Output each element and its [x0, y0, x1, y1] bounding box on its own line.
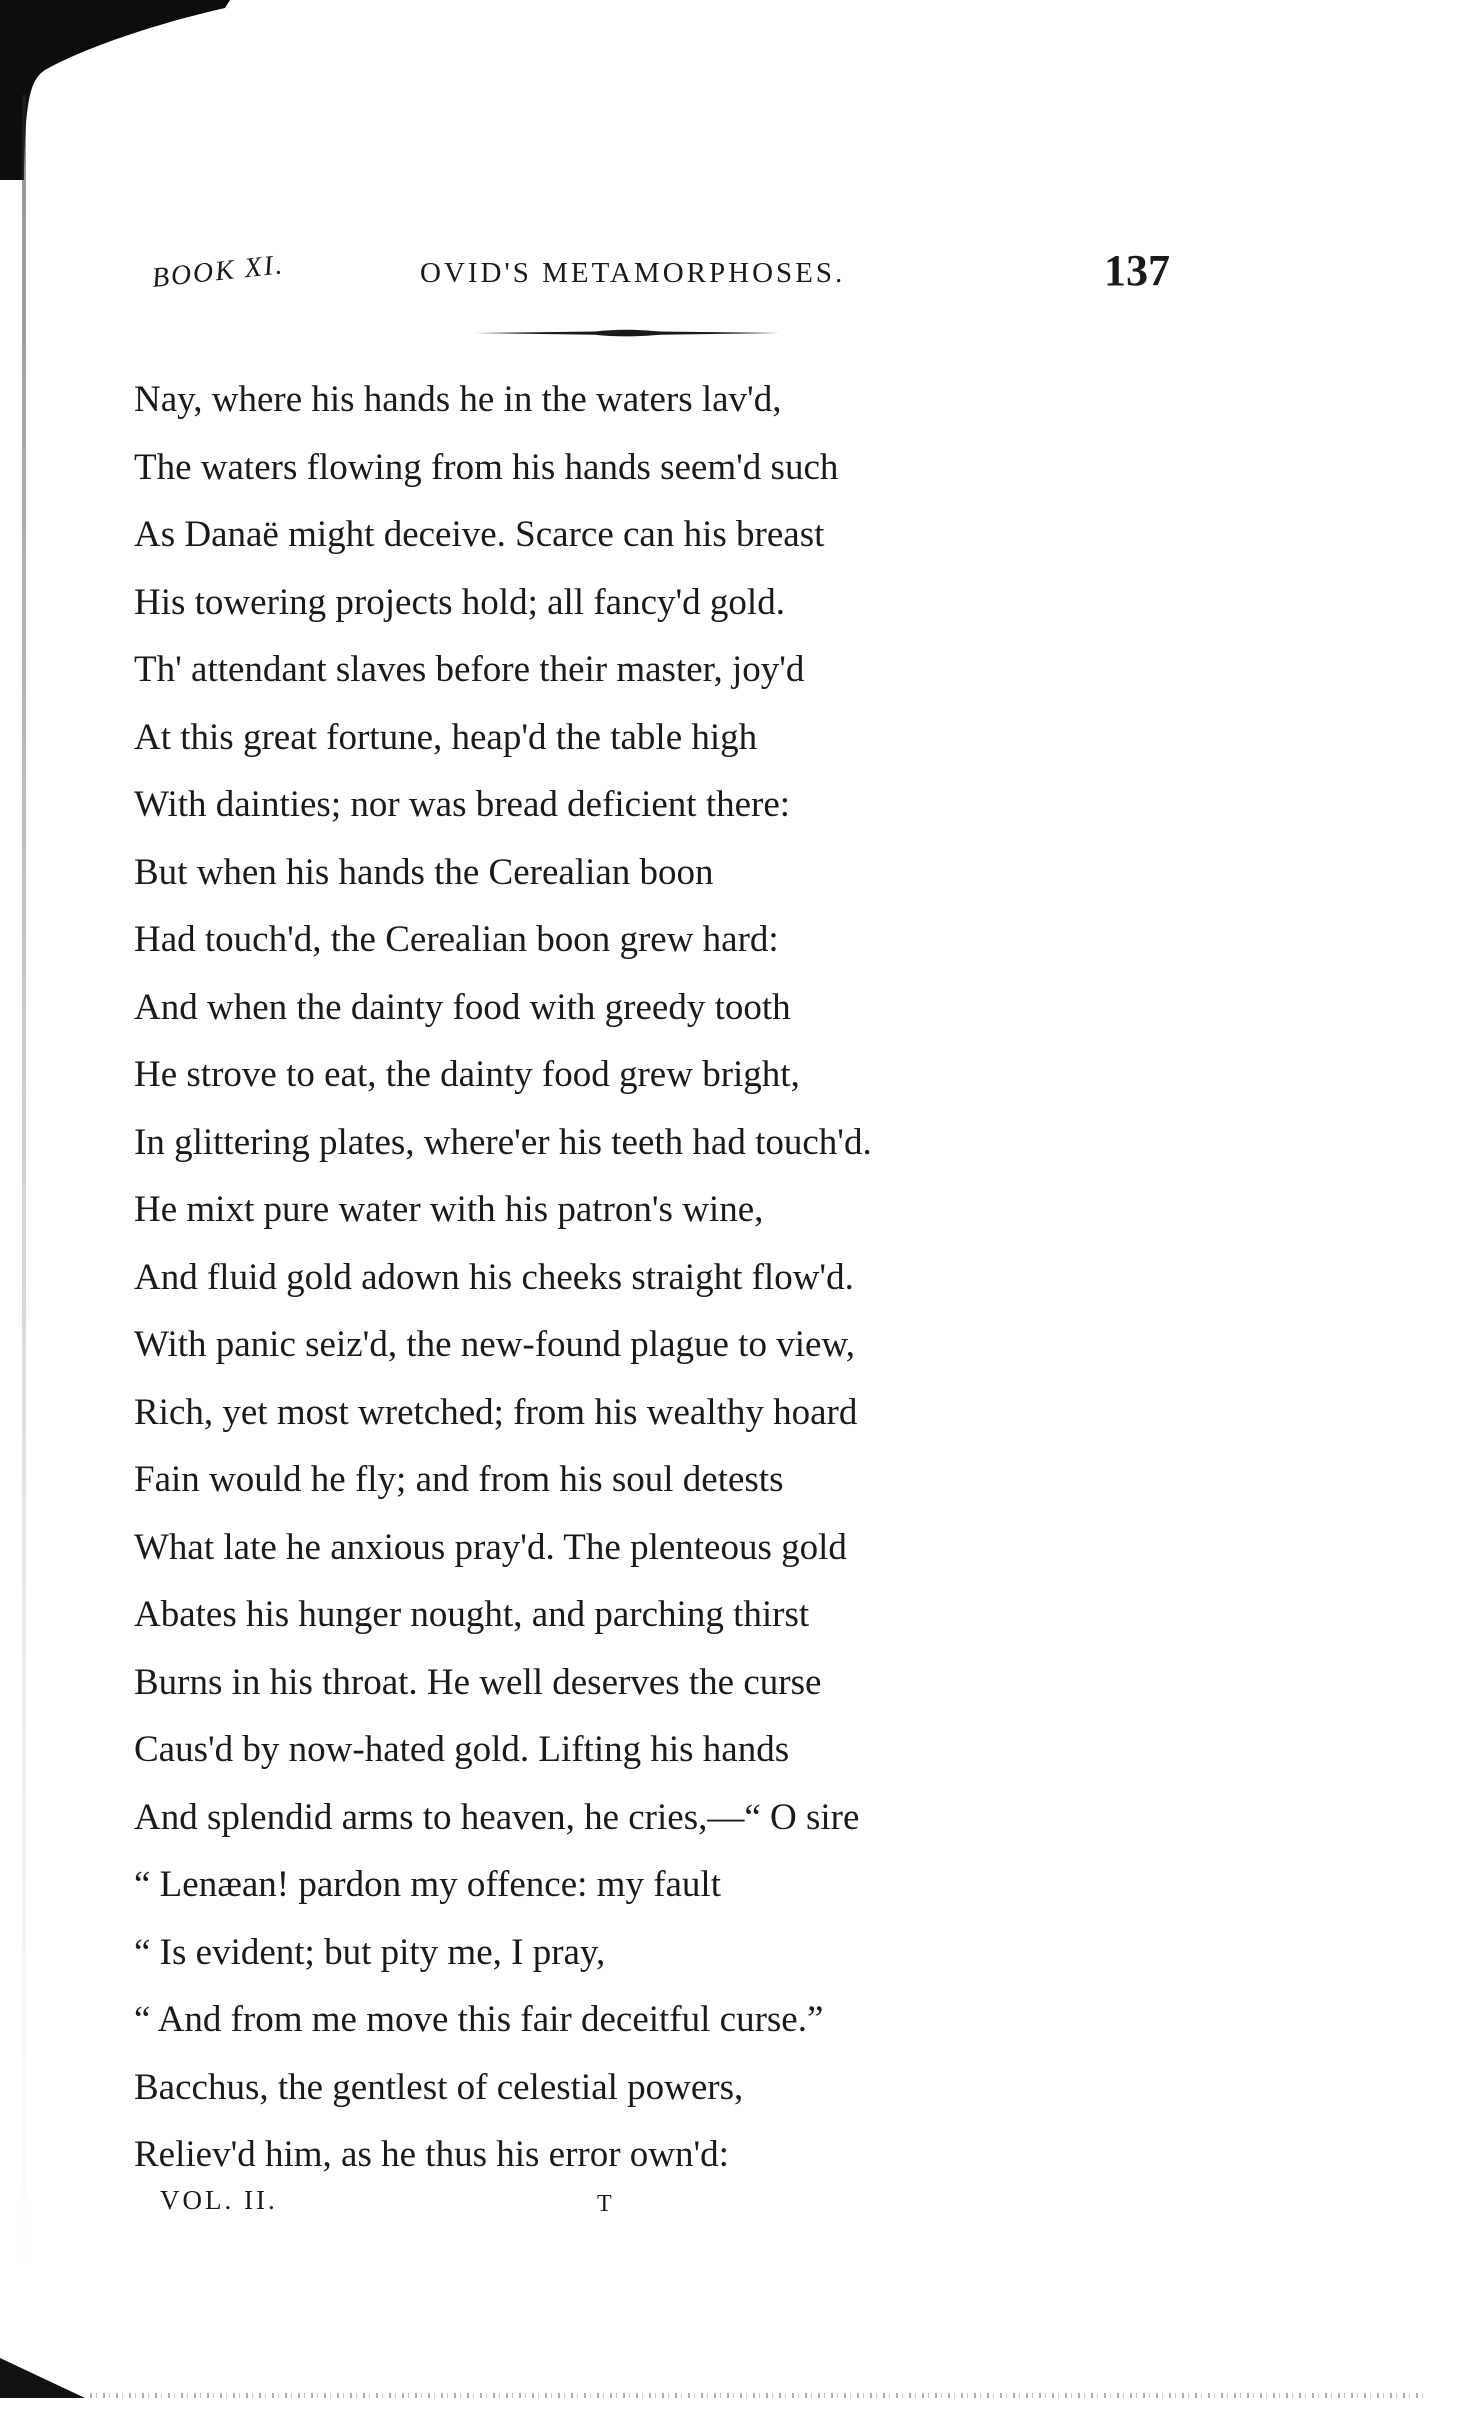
- poem-line: Had touch'd, the Cerealian boon grew hard:: [134, 919, 779, 960]
- poem-line: With dainties; nor was bread deficient there:: [134, 784, 791, 825]
- poem-line: Abates his hunger nought, and parching thirst: [134, 1594, 810, 1635]
- poem-line: Burns in his throat. He well deserves the curse: [134, 1661, 822, 1703]
- poem-line: With panic seiz'd, the new-found plague to view,: [134, 1324, 855, 1365]
- poem-line: Rich, yet most wretched; from his wealthy hoard: [134, 1391, 858, 1433]
- poem-line: Th' attendant slaves before their master, joy'd: [134, 649, 805, 690]
- poem-line: Reliev'd him, as he thus his error own'd:: [134, 2134, 729, 2175]
- poem-line: And splendid arms to heaven, he cries,—“ O sire: [134, 1796, 860, 1838]
- poem-line: He strove to eat, the dainty food grew bright,: [134, 1054, 800, 1095]
- poem-line: His towering projects hold; all fancy'd gold.: [134, 581, 785, 623]
- poem-line: Caus'd by now-hated gold. Lifting his hands: [134, 1729, 790, 1770]
- poem-line: What late he anxious pray'd. The plenteous gold: [134, 1526, 847, 1568]
- poem-line: But when his hands the Cerealian boon: [134, 851, 714, 893]
- poem-line: “ Is evident; but pity me, I pray,: [134, 1931, 606, 1973]
- signature-mark: T: [597, 2191, 612, 2217]
- poem-line: As Danaë might deceive. Scarce can his breast: [134, 514, 825, 555]
- poem-line: “ And from me move this fair deceitful curse.”: [134, 1999, 824, 2040]
- poem-line: Bacchus, the gentlest of celestial powers,: [134, 2066, 744, 2108]
- running-title: OVID'S METAMORPHOSES.: [420, 257, 846, 289]
- book-label: BOOK XI.: [150, 249, 286, 294]
- poem-line: At this great fortune, heap'd the table high: [134, 716, 758, 758]
- poem-text: [134, 366, 1134, 2189]
- bottom-edge-speckle: [90, 2393, 1424, 2398]
- page-number: 137: [1104, 246, 1170, 295]
- volume-label: VOL. II.: [160, 2185, 278, 2215]
- poem-line: “ Lenæan! pardon my offence: my fault: [134, 1864, 721, 1905]
- header-rule: [475, 328, 780, 338]
- poem-line: In glittering plates, where'er his teeth had touch'd.: [134, 1121, 872, 1163]
- poem-line: He mixt pure water with his patron's wine,: [134, 1189, 764, 1230]
- poem-line: Fain would he fly; and from his soul detests: [134, 1459, 784, 1500]
- poem-line: Nay, where his hands he in the waters lav'd,: [134, 379, 782, 420]
- poem-line: And fluid gold adown his cheeks straight flow'd.: [134, 1256, 854, 1298]
- page-edge-line: [22, 95, 26, 2275]
- poem-line: And when the dainty food with greedy tooth: [134, 986, 791, 1028]
- poem-line: The waters flowing from his hands seem'd such: [134, 446, 839, 488]
- page-footer: [160, 2185, 760, 2235]
- bottom-corner-mark: [0, 2358, 90, 2398]
- page-corner-shadow: [0, 0, 230, 180]
- running-header: [150, 245, 1170, 325]
